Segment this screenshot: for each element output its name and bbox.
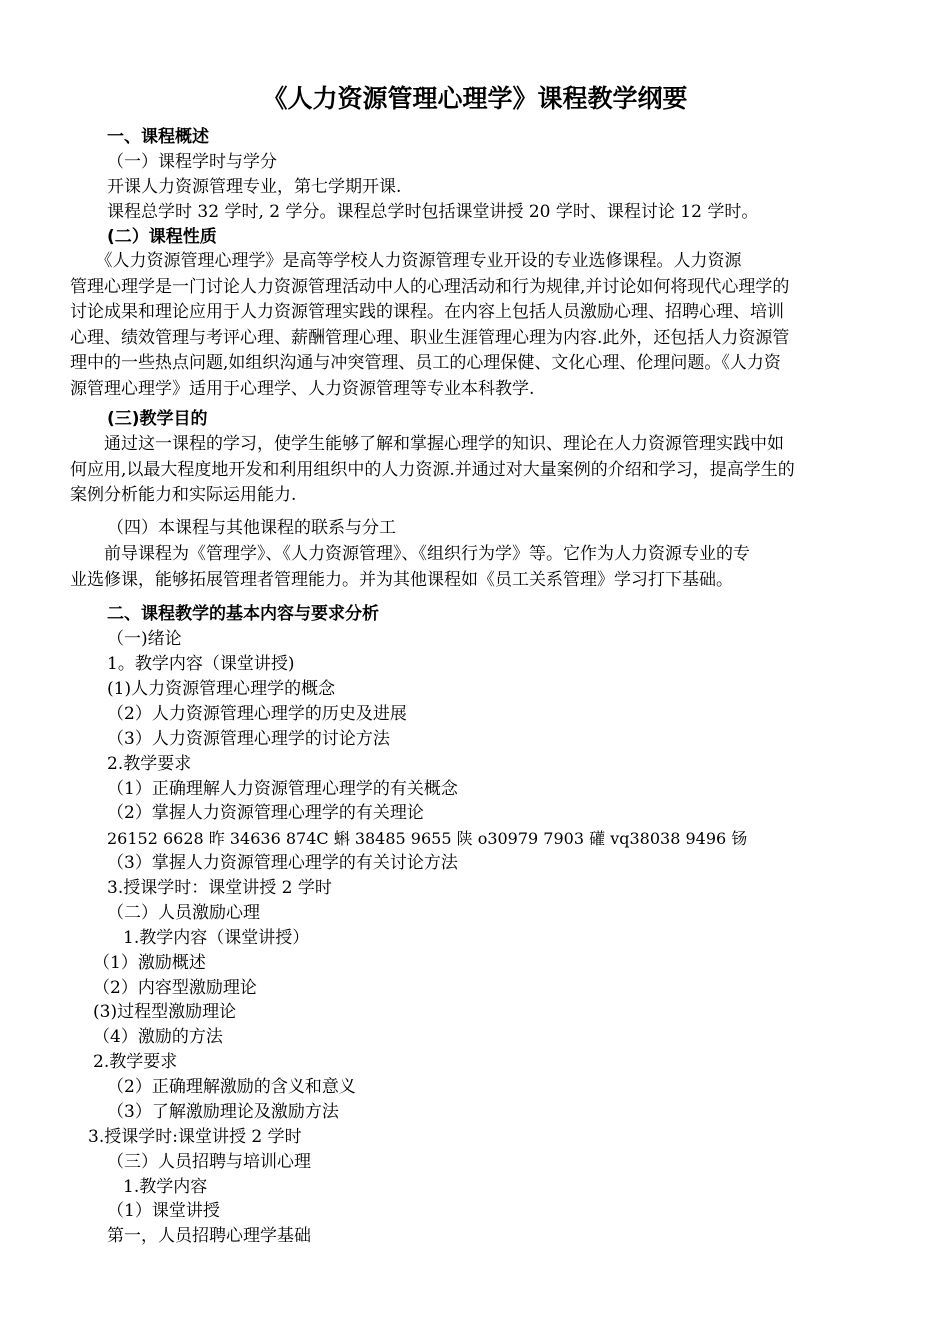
outline-line: 2.教学要求 [93, 1052, 178, 1072]
outline-line: (3)过程型激励理论 [93, 1002, 237, 1022]
outline-line: 1.教学内容 [123, 1177, 208, 1197]
text-line: 源管理心理学》适用于心理学、人力资源管理等专业本科教学. [70, 378, 535, 399]
text-line: 《人力资源管理心理学》是高等学校人力资源管理专业开设的专业选修课程。人力资源 [70, 251, 742, 271]
outline-line: 26152 6628 昨 34636 874C 蝌 38485 9655 陕 o30979 7903 礶 vq38038 9496 钖 [107, 829, 748, 848]
course-nature-paragraph [70, 249, 882, 402]
outline-line: （1）激励概述 [93, 953, 206, 973]
text-line: 管理心理学是一门讨论人力资源管理活动中人的心理活动和行为规律,并讨论如何将现代心理学的 [70, 276, 790, 297]
outline-line: （3）了解激励理论及激励方法 [107, 1102, 339, 1122]
section-1-heading: 一、课程概述 [107, 127, 209, 147]
outline-line: （2）掌握人力资源管理心理学的有关理论 [107, 803, 424, 823]
text-line: 通过这一课程的学习，使学生能够了解和掌握心理学的知识、理论在人力资源管理实践中如 [70, 434, 784, 454]
text-line: 案例分析能力和实际运用能力. [70, 485, 297, 505]
text-line: 课程总学时 32 学时, 2 学分。课程总学时包括课堂讲授 20 学时、课程讨论 12 学时。 [107, 202, 759, 222]
text-line: 前导课程为《管理学》、《人力资源管理》、《组织行为学》等。它作为人力资源专业的专 [70, 544, 750, 564]
outline-line: （1）正确理解人力资源管理心理学的有关概念 [107, 779, 458, 799]
text-line: 何应用,以最大程度地开发和利用组织中的人力资源.并通过对大量案例的介绍和学习，提高学生的 [70, 459, 795, 480]
outline-line: （4）激励的方法 [93, 1027, 223, 1047]
subsection-4-heading: （四）本课程与其他课程的联系与分工 [107, 518, 396, 538]
outline-line: 2.教学要求 [107, 754, 192, 774]
section-2-heading: 二、课程教学的基本内容与要求分析 [107, 604, 379, 624]
outline-line: 3.授课学时：课堂讲授 2 学时 [107, 878, 332, 898]
subsection-1-heading: （一）课程学时与学分 [107, 152, 277, 172]
outline-line: 3.授课学时:课堂讲授 2 学时 [88, 1127, 302, 1147]
outline-line: （三）人员招聘与培训心理 [107, 1152, 311, 1172]
document-title: 《人力资源管理心理学》课程教学纲要 [262, 84, 688, 113]
text-line: 开课人力资源管理专业，第七学期开课. [107, 177, 402, 197]
subsection-2-heading: (二）课程性质 [107, 227, 217, 247]
text-line: 业选修课，能够拓展管理者管理能力。并为其他课程如《员工关系管理》学习打下基础。 [70, 569, 733, 590]
outline-line: （1）课堂讲授 [107, 1201, 220, 1221]
outline-line: (1)人力资源管理心理学的概念 [107, 679, 336, 699]
text-line: 心理、绩效管理与考评心理、薪酬管理心理、职业生涯管理心理为内容.此外，还包括人力资源管 [70, 327, 790, 348]
teaching-purpose-paragraph [70, 432, 882, 509]
outline-line: （一)绪论 [107, 629, 182, 649]
text-line: 理中的一些热点问题,如组织沟通与冲突管理、员工的心理保健、文化心理、伦理问题。《人力资 [70, 353, 781, 373]
outline-line: 第一，人员招聘心理学基础 [107, 1226, 311, 1246]
outline-line: （2）正确理解激励的含义和意义 [107, 1077, 356, 1097]
subsection-3-heading: (三)教学目的 [107, 409, 208, 429]
outline-line: （二）人员激励心理 [107, 903, 260, 923]
outline-line: （2）内容型激励理论 [93, 978, 257, 998]
course-relation-paragraph [70, 542, 882, 593]
text-line: 讨论成果和理论应用于人力资源管理实践的课程。在内容上包括人员激励心理、招聘心理、培训 [70, 302, 784, 322]
outline-line: （3）掌握人力资源管理心理学的有关讨论方法 [107, 853, 458, 873]
outline-line: （2）人力资源管理心理学的历史及进展 [107, 704, 407, 724]
outline-line: 1。教学内容（课堂讲授) [107, 654, 295, 674]
outline-line: 1.教学内容（课堂讲授） [123, 928, 310, 948]
outline-line: （3）人力资源管理心理学的讨论方法 [107, 729, 390, 749]
